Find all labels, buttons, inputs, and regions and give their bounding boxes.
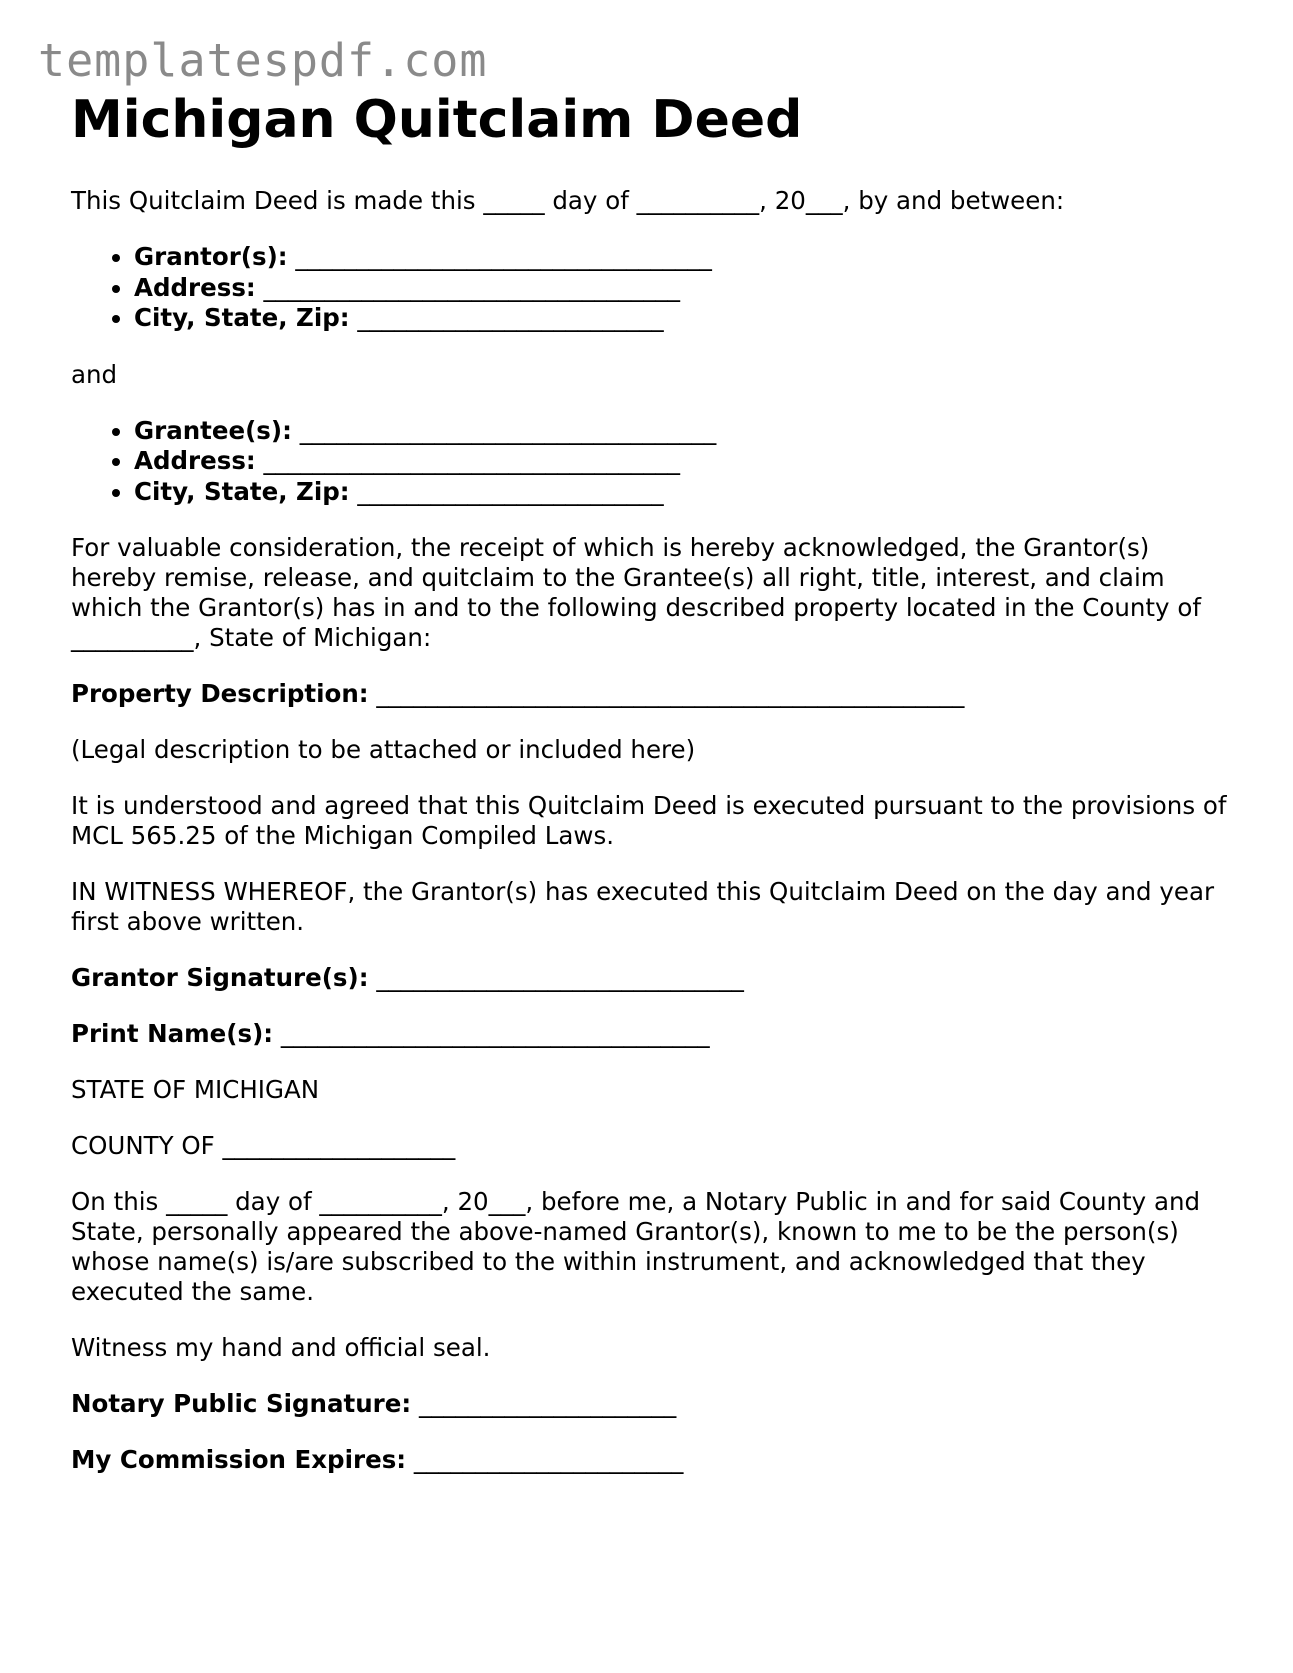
grantor-details-list	[71, 242, 1231, 334]
grantor-signature-field: ______________________________	[376, 963, 744, 992]
intro-paragraph: This Quitclaim Deed is made this _____ day of __________, 20___, by and between:	[71, 186, 1065, 215]
grantee-address-item	[134, 446, 1231, 477]
property-description-line	[71, 679, 1231, 709]
commission-expires-line	[71, 1445, 1231, 1475]
witness-hand-paragraph: Witness my hand and official seal.	[71, 1333, 491, 1362]
site-watermark: templatespdf.com	[38, 34, 488, 87]
commission-expires-field: ______________________	[413, 1445, 684, 1474]
property-description-label: Property Description:	[71, 679, 369, 708]
grantee-city-label: City, State, Zip:	[134, 476, 350, 506]
pursuant-paragraph: It is understood and agreed that this Quitclaim Deed is executed pursuant to the provisions of MCL 565.25 of the Michigan Compiled Laws.	[71, 791, 1227, 850]
property-description-field: ________________________________________________	[376, 679, 965, 708]
notary-signature-field: _____________________	[418, 1389, 677, 1418]
grantee-city-item	[134, 477, 1231, 508]
print-name-field: ___________________________________	[280, 1019, 710, 1048]
document-title: Michigan Quitclaim Deed	[71, 90, 803, 150]
grantor-signature-line	[71, 963, 1231, 993]
grantor-city-item	[134, 303, 1231, 334]
grantee-name-field: __________________________________	[299, 415, 717, 445]
grantor-name-item	[134, 242, 1231, 273]
grantor-city-label: City, State, Zip:	[134, 303, 350, 332]
witness-whereof-paragraph: IN WITNESS WHEREOF, the Grantor(s) has executed this Quitclaim Deed on the day and year first above written.	[71, 877, 1215, 936]
grantor-address-label: Address:	[134, 272, 256, 302]
grantee-name-item	[134, 416, 1231, 447]
grantor-name-field: __________________________________	[295, 242, 712, 271]
grantor-city-field: _________________________	[357, 303, 664, 332]
grantee-city-field: _________________________	[357, 476, 664, 506]
legal-description-note: (Legal description to be attached or included here)	[71, 735, 696, 764]
commission-expires-label: My Commission Expires:	[71, 1445, 407, 1474]
county-heading: COUNTY OF ___________________	[71, 1131, 456, 1160]
print-name-line	[71, 1019, 1231, 1049]
notary-signature-label: Notary Public Signature:	[71, 1389, 412, 1418]
grantor-signature-label: Grantor Signature(s):	[71, 963, 369, 992]
grantee-details-list	[71, 416, 1231, 508]
notary-acknowledgment-paragraph: On this _____ day of __________, 20___, before me, a Notary Public in and for said County and State, personally appeared the above-named Grantor(s), known to me to be the person(s) whose name(s) is/are subscribed to the within instrument, and acknowledged that they executed the same.	[71, 1187, 1201, 1306]
grantor-address-item	[134, 273, 1231, 304]
notary-signature-line	[71, 1389, 1231, 1419]
grantor-address-field: __________________________________	[263, 272, 680, 302]
consideration-paragraph: For valuable consideration, the receipt of which is hereby acknowledged, the Grantor(s) hereby remise, release, and quitclaim to the Grantee(s) all right, title, interest, and claim which the Grantor(s) has in and to the following described property located in the County of __________, State of Michigan:	[71, 533, 1201, 652]
grantee-address-field: __________________________________	[263, 446, 680, 475]
grantee-name-label: Grantee(s):	[134, 415, 292, 445]
state-heading: STATE OF MICHIGAN	[71, 1075, 320, 1104]
and-text: and	[71, 359, 118, 389]
deed-document	[71, 88, 1231, 1501]
print-name-label: Print Name(s):	[71, 1019, 274, 1048]
grantee-address-label: Address:	[134, 446, 256, 475]
grantor-name-label: Grantor(s):	[134, 242, 288, 271]
